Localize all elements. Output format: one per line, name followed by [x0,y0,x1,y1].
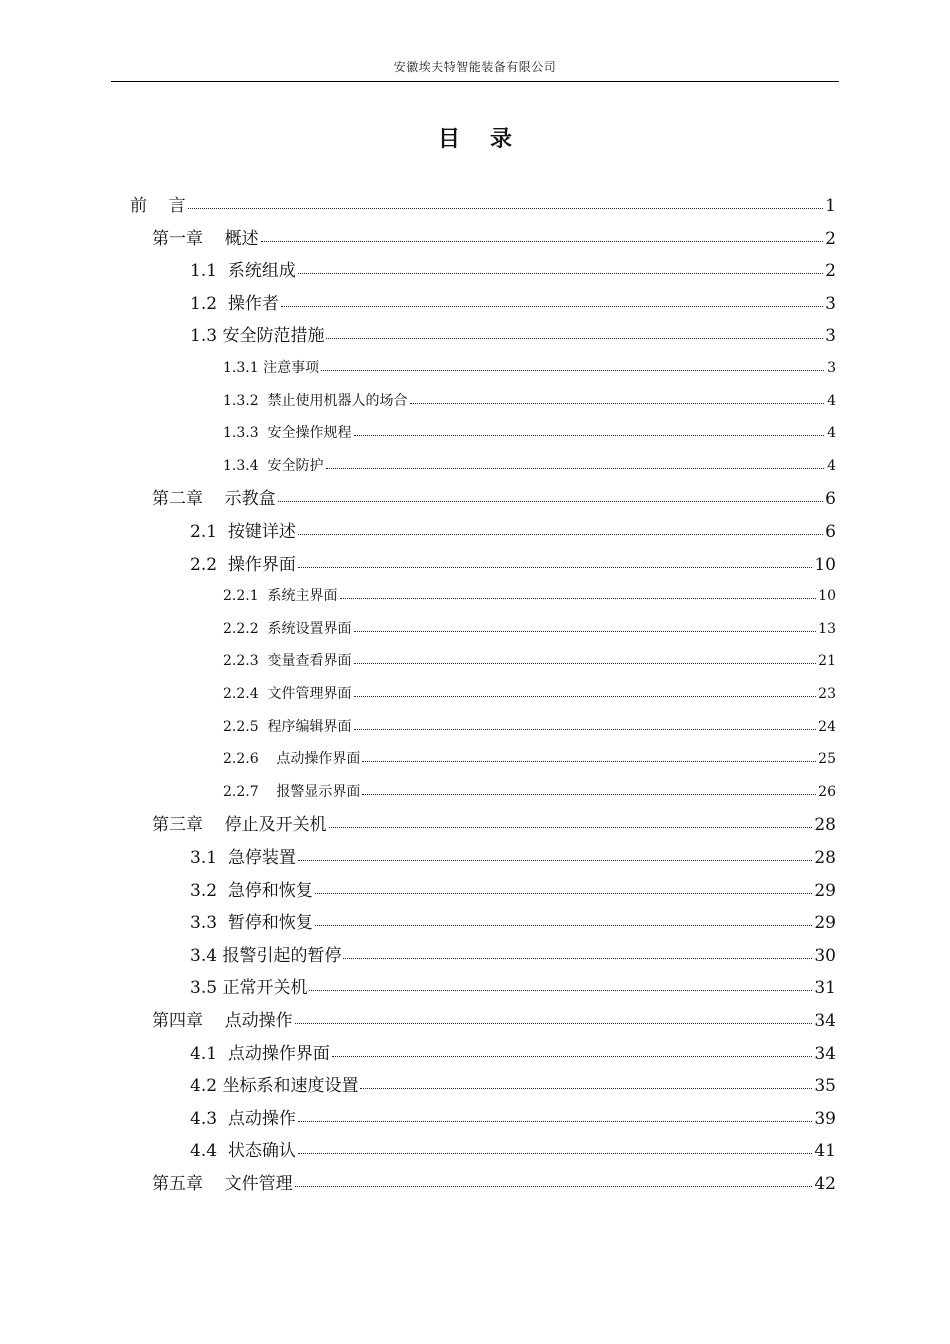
toc-dot-leader [298,860,813,861]
toc-dot-leader [321,370,824,371]
toc-page-number: 23 [818,686,836,702]
toc-entry-number: 4.1 [190,1043,218,1064]
toc-entry-label: 第一章 概述 [152,228,259,249]
toc-entry[interactable] [223,589,836,603]
toc-dot-leader [295,1186,813,1187]
toc-page-number: 24 [818,718,836,735]
toc-page-number: 3 [825,326,836,347]
toc-entry-label: 按键详述 [217,522,296,542]
toc-dot-leader [340,598,817,599]
toc-entry-label: 安全防护 [258,457,324,474]
toc-entry-number: 2.2.5 [223,718,259,735]
toc-entry-label: 操作者 [217,293,279,314]
toc-entry-label: 安全操作规程 [258,425,352,442]
toc-entry-number: 1.2 [190,293,218,314]
toc-entry-label: 暂停和恢复 [217,913,313,934]
toc-entry-number: 2.2.6 [223,751,259,768]
toc-dot-leader [309,990,812,991]
toc-page-number: 6 [825,522,836,542]
toc-entry-label: 第三章 停止及开关机 [152,815,327,836]
toc-entry-number: 3.2 [190,880,218,901]
toc-entry-number: 1.3.1 [223,360,259,376]
toc-page-number: 31 [814,978,836,999]
toc-entry-label: 系统设置界面 [258,620,352,637]
toc-entry-label: 安全防范措施 [217,326,325,347]
toc-dot-leader [278,501,824,502]
toc-entry[interactable] [152,817,836,834]
toc-dot-leader [410,403,824,404]
toc-dot-leader [298,534,823,535]
toc-page-number: 41 [814,1141,836,1162]
toc-dot-leader [326,468,824,469]
toc-page-number: 30 [814,945,836,966]
toc-dot-leader [354,729,817,730]
toc-entry-number: 3.1 [190,848,218,868]
toc-entry[interactable] [223,426,836,440]
toc-entry[interactable] [190,1143,836,1160]
toc-dot-leader [329,827,813,828]
toc-entry-number: 3.5 [190,978,218,999]
toc-entry[interactable] [152,228,836,249]
toc-entry-label: 第四章 点动操作 [152,1011,293,1031]
toc-entry-number: 4.2 [190,1076,218,1097]
toc-entry-label: 急停装置 [217,848,296,868]
toc-entry-label: 系统主界面 [258,588,338,605]
toc-dot-leader [295,1023,813,1024]
toc-dot-leader [298,273,823,274]
toc-page-number: 4 [827,457,836,474]
toc-entry[interactable] [190,263,836,280]
toc-page-number: 21 [818,653,836,670]
toc-page-number: 34 [814,1011,836,1031]
toc-entry[interactable] [190,524,836,541]
toc-page-number: 29 [814,880,836,901]
toc-dot-leader [298,567,813,568]
toc-entry-number: 3.4 [190,945,218,966]
toc-entry-number: 1.1 [190,261,218,282]
toc-dot-leader [354,663,817,664]
toc-dot-leader [298,1153,813,1154]
header-divider [111,81,839,82]
toc-entry[interactable] [223,785,836,799]
toc-entry[interactable] [223,654,836,668]
toc-entry[interactable] [190,1043,836,1064]
toc-dot-leader [362,761,816,762]
toc-entry-label: 点动操作 [217,1108,296,1129]
toc-entry-label: 点动操作界面 [217,1043,330,1064]
toc-dot-leader [261,241,824,242]
toc-dot-leader [298,1121,813,1122]
toc-entry[interactable] [152,491,836,508]
toc-page-number: 1 [825,196,836,216]
toc-entry[interactable] [223,687,836,701]
toc-page-number: 10 [814,554,836,575]
toc-entry-number: 2.2.1 [223,588,259,605]
toc-entry-number: 1.3.4 [223,457,259,474]
toc-entry-number: 3.3 [190,913,218,934]
toc-page-number: 28 [814,815,836,836]
toc-entry-label: 系统组成 [217,261,296,282]
toc-entry-label: 第五章 文件管理 [152,1174,293,1194]
toc-dot-leader [343,958,812,959]
toc-dot-leader [354,631,817,632]
toc-entry-number: 2.1 [190,522,218,542]
toc-page-number: 3 [827,360,836,376]
toc-entry-number: 4.3 [190,1108,218,1129]
toc-entry-number: 2.2.2 [223,620,259,637]
toc-entry-label: 注意事项 [258,360,320,376]
toc-entry-label: 文件管理界面 [258,686,352,702]
toc-page-number: 29 [814,913,836,934]
page-header: 安徽埃夫特智能装备有限公司 [393,60,557,74]
toc-entry-label: 点动操作界面 [258,751,361,768]
toc-dot-leader [188,208,824,209]
toc-entry-number: 2.2.4 [223,686,259,702]
toc-entry[interactable] [223,394,836,408]
toc-page-number: 13 [818,620,836,637]
toc-dot-leader [315,925,813,926]
toc-entry-number: 2.2 [190,554,218,575]
toc-dot-leader [354,696,817,697]
toc-page-number: 2 [825,261,836,282]
toc-dot-leader [332,1056,813,1057]
toc-dot-leader [362,794,816,795]
toc-dot-leader [360,1088,812,1089]
toc-entry-label: 禁止使用机器人的场合 [258,392,408,409]
toc-entry[interactable] [190,1078,836,1095]
toc-entry-label: 变量查看界面 [258,653,352,670]
toc-entry-label: 急停和恢复 [217,880,313,901]
toc-entry-label: 前 言 [130,196,186,216]
toc-entry[interactable] [190,880,836,901]
toc-entry-label: 状态确认 [217,1141,296,1162]
toc-page-number: 26 [818,783,836,800]
toc-entry[interactable] [190,1108,836,1129]
toc-entry[interactable] [152,1013,836,1030]
toc-dot-leader [315,893,813,894]
toc-page-number: 35 [814,1076,836,1097]
toc-page-number: 28 [814,848,836,868]
toc-entry-number: 1.3 [190,326,218,347]
toc-entry[interactable] [190,293,836,314]
toc-page-number: 25 [818,751,836,768]
toc-entry-number: 4.4 [190,1141,218,1162]
toc-entry-number: 2.2.7 [223,783,259,800]
toc-page-number: 10 [818,588,836,605]
toc-entry[interactable] [190,915,836,932]
toc-page-number: 42 [814,1174,836,1194]
toc-entry-number: 1.3.3 [223,425,259,442]
toc-entry[interactable] [190,554,836,575]
toc-entry[interactable] [223,459,836,473]
page-title: 目录 [437,127,542,152]
toc-entry[interactable] [223,720,836,734]
toc-entry[interactable] [223,361,836,375]
toc-entry-label: 正常开关机 [217,978,308,999]
toc-entry[interactable] [223,752,836,766]
toc-entry[interactable] [152,1176,836,1193]
toc-dot-leader [281,306,823,307]
toc-entry-label: 第二章 示教盒 [152,489,276,510]
toc-page-number: 4 [827,425,836,442]
toc-dot-leader [354,435,824,436]
toc-entry-label: 报警引起的暂停 [217,945,342,966]
toc-page-number: 6 [825,489,836,510]
toc-entry-number: 1.3.2 [223,392,259,409]
toc-entry[interactable] [190,328,836,345]
toc-entry-label: 坐标系和速度设置 [217,1076,359,1097]
toc-entry-number: 2.2.3 [223,653,259,670]
toc-entry[interactable] [223,622,836,636]
toc-page-number: 2 [825,228,836,249]
toc-page-number: 39 [814,1108,836,1129]
toc-entry[interactable] [190,945,836,966]
toc-entry-label: 报警显示界面 [258,783,361,800]
toc-page-number: 3 [825,293,836,314]
toc-entry-label: 程序编辑界面 [258,718,352,735]
toc-page-number: 34 [814,1043,836,1064]
toc-entry[interactable] [190,980,836,997]
toc-dot-leader [326,338,823,339]
toc-page-number: 4 [827,392,836,409]
toc-entry[interactable] [130,198,836,215]
toc-entry-label: 操作界面 [217,554,296,575]
toc-entry[interactable] [190,850,836,867]
